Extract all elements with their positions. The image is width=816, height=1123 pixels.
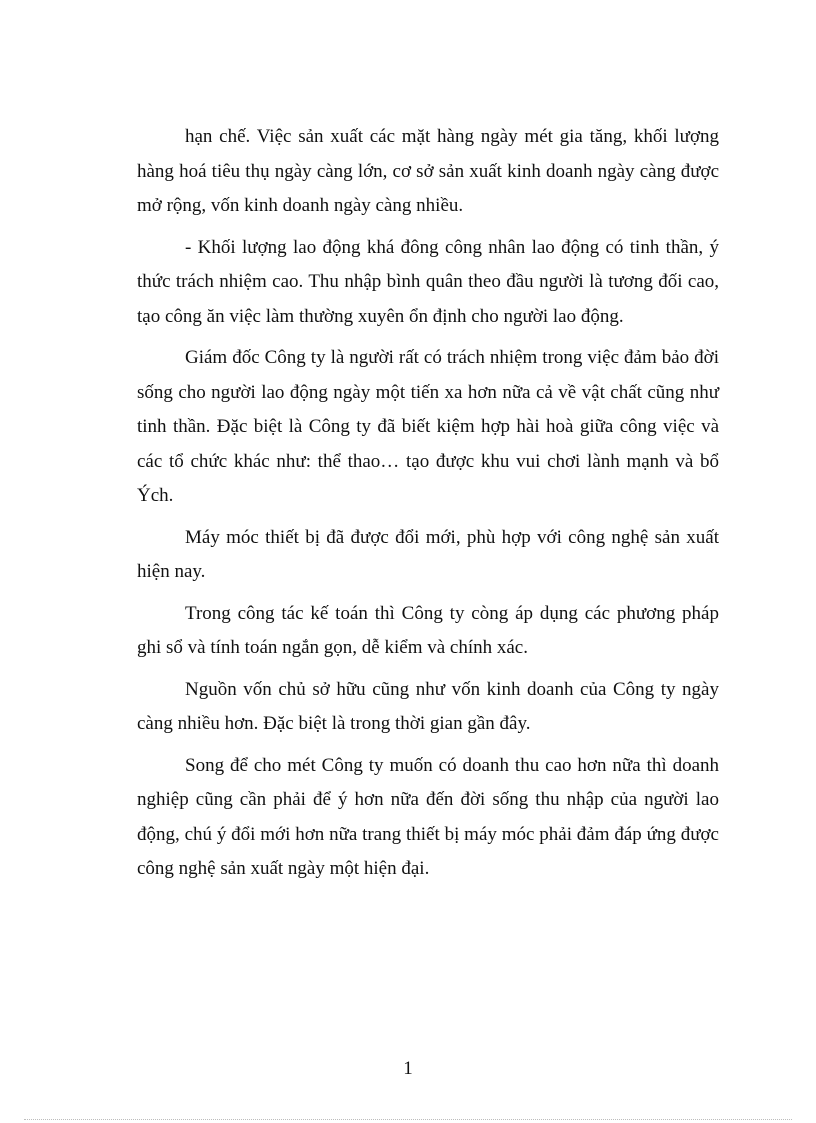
page-bottom-divider bbox=[24, 1119, 792, 1120]
paragraph-3: Giám đốc Công ty là người rất có trách nhiệm trong việc đảm bảo đời sống cho người lao động ngày một tiến xa hơn nữa cả về vật chất cũng như tinh thần. Đặc biệt là Công ty đã biết kiệm hợp hài hoà giữa công việc và các tổ chức khác như: thể thao… tạo được khu vui chơi lành mạnh và bổ Ých. bbox=[137, 347, 719, 506]
paragraph-1: hạn chế. Việc sản xuất các mặt hàng ngày mét gia tăng, khối lượng hàng hoá tiêu thụ ngày càng lớn, cơ sở sản xuất kinh doanh ngày càng được mở rộng, vốn kinh doanh ngày càng nhiều. bbox=[137, 126, 719, 216]
paragraph-5: Trong công tác kế toán thì Công ty còng áp dụng các phương pháp ghi sổ và tính toán ngắn gọn, dễ kiểm và chính xác. bbox=[137, 602, 719, 658]
paragraph-6: Nguồn vốn chủ sở hữu cũng như vốn kinh doanh của Công ty ngày càng nhiều hơn. Đặc biệt là trong thời gian gần đây. bbox=[137, 678, 719, 734]
page-number: 1 bbox=[403, 1058, 413, 1079]
body-text bbox=[137, 120, 719, 894]
paragraph-2: - Khối lượng lao động khá đông công nhân lao động có tinh thần, ý thức trách nhiệm cao. Thu nhập bình quân theo đầu người là tương đối cao, tạo công ăn việc làm thường xuyên ổn định cho người lao động. bbox=[137, 236, 719, 327]
paragraph-7: Song để cho mét Công ty muốn có doanh thu cao hơn nữa thì doanh nghiệp cũng cần phải để ý hơn nữa đến đời sống thu nhập của người lao động, chú ý đổi mới hơn nữa trang thiết bị máy móc phải đảm đáp ứng được công nghệ sản xuất ngày một hiện đại. bbox=[137, 754, 719, 879]
paragraph-4: Máy móc thiết bị đã được đổi mới, phù hợp với công nghệ sản xuất hiện nay. bbox=[137, 526, 719, 582]
